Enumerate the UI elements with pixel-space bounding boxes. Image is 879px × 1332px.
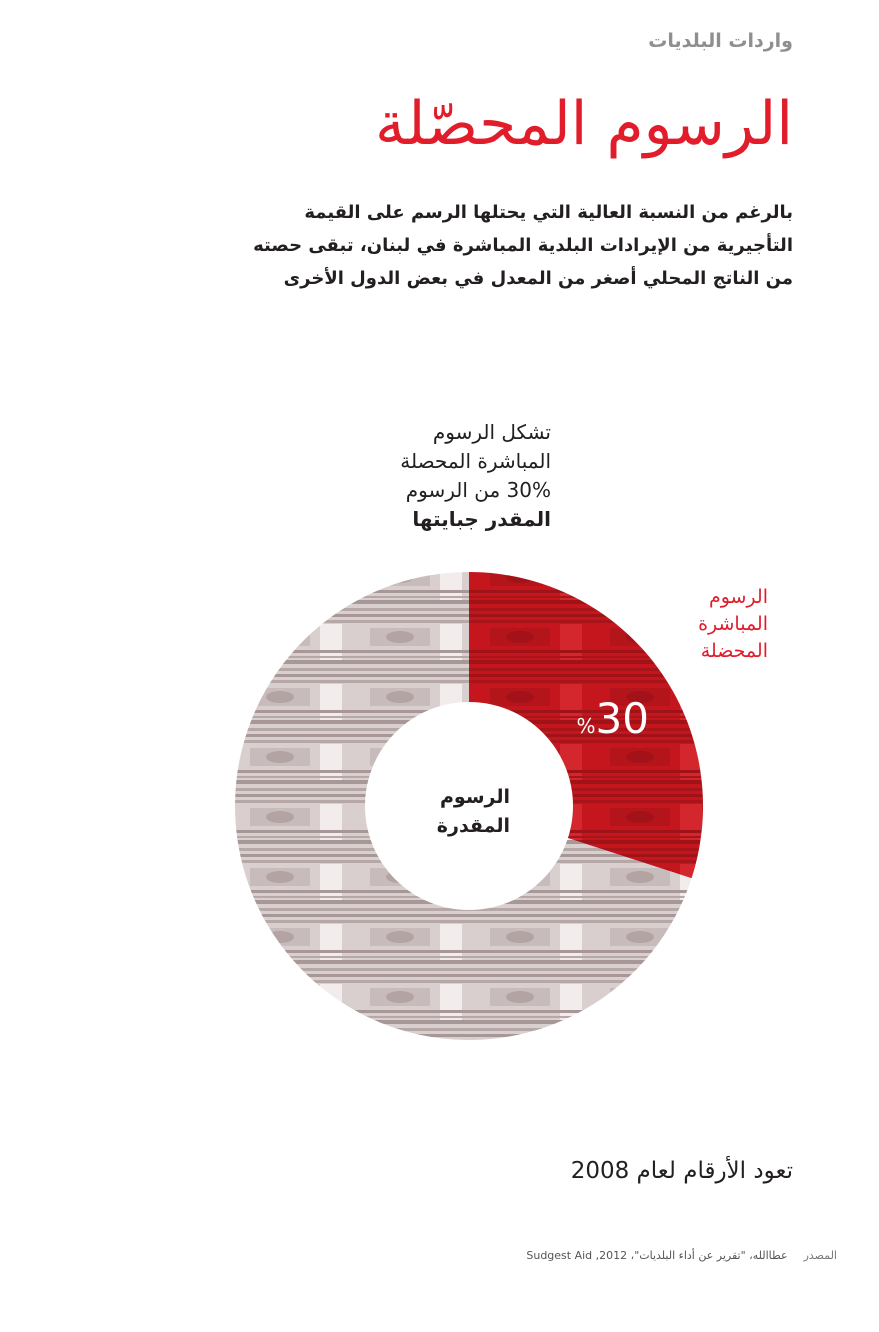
highlight-label-line: الرسوم <box>708 586 768 608</box>
share-note-line-bold: المقدر جبايتها <box>412 507 551 531</box>
source-label: المصدر <box>803 1249 837 1262</box>
center-label-line: المقدرة <box>436 815 510 837</box>
highlight-label-line: المباشرة <box>698 613 768 635</box>
source-line <box>237 1249 837 1262</box>
value-unit: % <box>576 714 596 738</box>
page-title: الرسوم المحصّلة <box>375 89 793 159</box>
year-footnote: تعود الأرقام لعام 2008 <box>570 1158 793 1184</box>
share-note-line: 30% من الرسوم <box>405 478 551 502</box>
intro-line: من الناتج المحلي أصغر من المعدل في بعض الدول الأخرى <box>283 268 793 289</box>
intro-line: بالرغم من النسبة العالية التي يحتلها الرسم على القيمة <box>304 202 793 223</box>
highlight-label-line: المحضلة <box>700 640 768 662</box>
source-text: عطاالله، "تقرير عن أداء البلديات"، Sudgest Aid ,2012 <box>526 1249 788 1262</box>
share-note-line: المباشرة المحصلة <box>400 449 551 473</box>
section-label: واردات البلديات <box>648 30 793 52</box>
share-note-line: تشكل الرسوم <box>432 420 551 444</box>
intro-line: التأجيرية من الإيرادات البلدية المباشرة في لبنان، تبقى حصته <box>253 235 793 256</box>
value-number: 30 <box>595 694 649 743</box>
center-label-line: الرسوم <box>440 786 510 808</box>
